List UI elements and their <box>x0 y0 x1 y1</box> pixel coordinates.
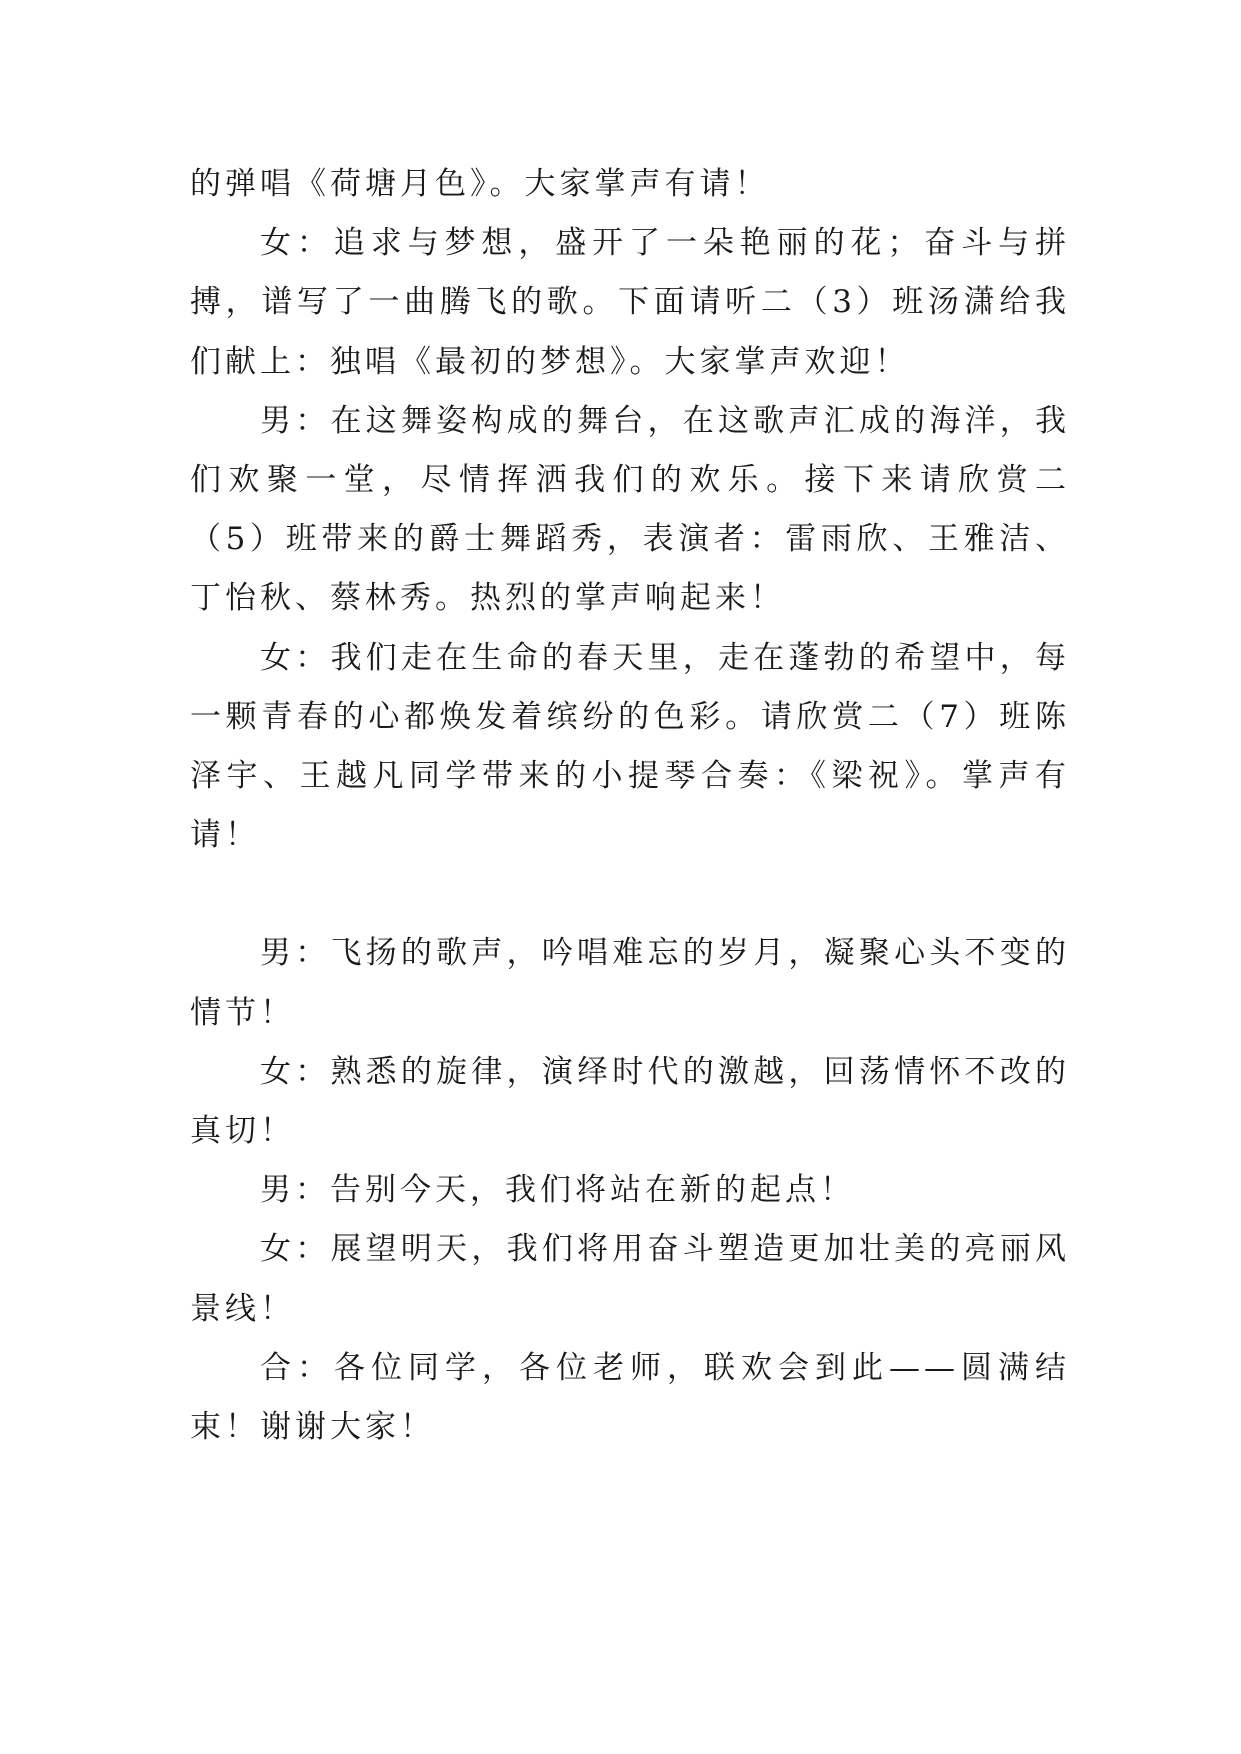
paragraph-5: 男：飞扬的歌声，吟唱难忘的岁月，凝聚心头不变的情节！ <box>190 935 1070 1031</box>
paragraph-9: 合：各位同学，各位老师，联欢会到此——圆满结束！谢谢大家！ <box>190 1349 1070 1446</box>
blank-line <box>190 865 1070 924</box>
paragraph-3: 男：在这舞姿构成的舞台，在这歌声汇成的海洋，我们欢聚一堂，尽情挥洒我们的欢乐。接下来请欣赏二（5）班带来的爵士舞蹈秀，表演者：雷雨欣、王雅洁、丁怡秋、蔡林秀。热烈的掌声响起来！ <box>190 402 1070 617</box>
paragraph-6: 女：熟悉的旋律，演绎时代的激越，回荡情怀不改的真切！ <box>190 1053 1070 1150</box>
paragraph-2: 女：追求与梦想，盛开了一朵艳丽的花；奋斗与拼搏，谱写了一曲腾飞的歌。下面请听二（3）班汤潇给我们献上：独唱《最初的梦想》。大家掌声欢迎！ <box>190 225 1070 380</box>
document-body <box>190 155 1070 1457</box>
paragraph-7: 男：告别今天，我们将站在新的起点！ <box>260 1172 855 1209</box>
paragraph-4: 女：我们走在生命的春天里，走在蓬勃的希望中，每一颗青春的心都焕发着缤纷的色彩。请欣赏二（7）班陈泽宇、王越凡同学带来的小提琴合奏：《梁祝》。掌声有请！ <box>190 639 1070 854</box>
paragraph-1: 的弹唱《荷塘月色》。大家掌声有请！ <box>190 166 770 202</box>
paragraph-8: 女：展望明天，我们将用奋斗塑造更加壮美的亮丽风景线！ <box>190 1231 1070 1327</box>
